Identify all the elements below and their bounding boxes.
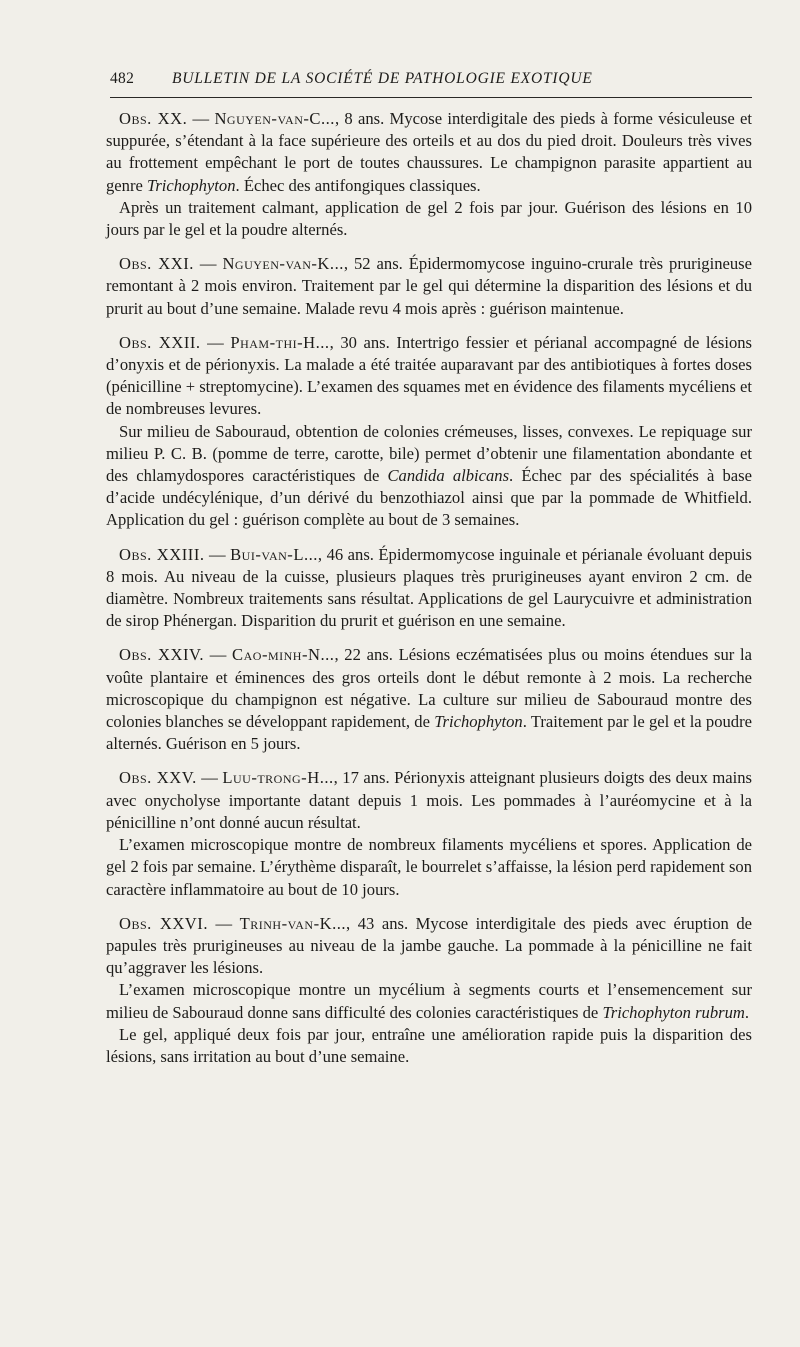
species-name: Candida albicans [387, 466, 510, 486]
patient-name: Trinh-van-K... [239, 913, 347, 933]
patient-name: Pham-thi-H... [230, 332, 330, 352]
obs-25-paragraph: Obs. XXV. — Luu-trong-H..., 17 ans. Périonyxis atteignant plusieurs doigts des deux mains avec onycholyse importante datant depuis 1 mois. Les pommades à l’auréomycine et à la pénicilline n’ont donné aucun résultat. [106, 768, 753, 832]
obs-label: Obs. XXVI. [119, 913, 208, 933]
obs-22-culture [106, 421, 752, 532]
obs-text: , 30 ans. Intertrigo fessier et périanal accompagné de lésions d’onyxis et de périonyxis. La malade a été traitée auparavant par des antibiotiques à fortes doses (pénicilline + streptomycine). L’examen des squames met en évidence des filaments mycéliens et de nombreuses levures. [106, 332, 753, 419]
obs-26-treatment: Le gel, appliqué deux fois par jour, entraîne une amélioration rapide puis la disparition des lésions, sans irritation au bout d’une semaine. [106, 1024, 752, 1066]
obs-text: . Échec des antifongiques classiques. [235, 175, 481, 195]
obs-text: L’examen microscopique montre un mycélium à segments courts et l’ensemencement sur milieu de Sabouraud donne sans difficulté des colonies caractéristiques de [106, 980, 752, 1022]
obs-20-paragraph: Obs. XX. — Nguyen-van-C..., 8 ans. Mycose interdigitale des pieds à forme vésiculeuse et suppurée, s’étendant à la face supérieure des orteils et au dos du pied droit. Douleurs très vives au frottement empêchant le port de toutes chaussures. Le champignon parasite appartient au genre Trichophyton. Échec des antifongiques classiques. [106, 109, 752, 195]
header-rule [110, 97, 752, 98]
page-number: 482 [110, 70, 135, 87]
obs-26-exam [106, 979, 752, 1023]
obs-23-paragraph: Obs. XXIII. — Bui-van-L..., 46 ans. Épidermomycose inguinale et périanale évoluant depuis 8 mois. Au niveau de la cuisse, plusieurs plaques très prurigineuses ayant environ 2 cm. de diamètre. Nombreux traitements sans résultat. Applications de gel Laurycuivre et administration de sirop Phénergan. Disparition du prurit et guérison en une semaine. [106, 544, 753, 631]
obs-label: Obs. XXIV. [119, 645, 205, 665]
patient-name: Luu-trong-H... [222, 768, 334, 788]
obs-text: . [744, 1002, 750, 1022]
obs-text: , 17 ans. Périonyxis atteignant plusieurs doigts des deux mains avec onycholyse importante datant depuis 1 mois. Les pommades à l’auréomycine et à la pénicilline n’ont donné aucun résultat. [106, 768, 753, 832]
article-body [106, 108, 752, 1068]
obs-25-exam: L’examen microscopique montre de nombreux filaments mycéliens et spores. Application de gel 2 fois par semaine. L’érythème disparaît, le bourrelet s’affaisse, la lésion perd rapidement son caractère inflammatoire au bout de 10 jours. [106, 835, 752, 899]
species-name: Trichophyton [147, 175, 236, 195]
journal-title: BULLETIN DE LA SOCIÉTÉ DE PATHOLOGIE EXOTIQUE [172, 70, 593, 87]
obs-text: . Traitement par le gel et la poudre alternés. Guérison en 5 jours. [106, 712, 752, 754]
obs-21-paragraph: Obs. XXI. — Nguyen-van-K..., 52 ans. Épidermomycose inguino-crurale très prurigineuse remontant à 2 mois environ. Traitement par le gel qui détermine la disparition des lésions et du prurit au bout d’une semaine. Malade revu 4 mois après : guérison maintenue. [106, 254, 752, 318]
patient-name: Nguyen-van-C... [214, 109, 335, 128]
obs-text: , 22 ans. Lésions eczématisées plus ou moins étendues sur la voûte plantaire et éminences des gros orteils dont le début remonte à 2 mois. La recherche microscopique du champignon est négative. La culture sur milieu de Sabouraud montre des colonies blanches se développant rapidement, de [106, 645, 752, 732]
patient-name: Nguyen-van-K... [222, 254, 344, 274]
obs-text: , 52 ans. Épidermomycose inguino-crurale très prurigineuse remontant à 2 mois environ. Traitement par le gel qui détermine la disparition des lésions et du prurit au bout d’une semaine. Malade revu 4 mois après : guérison maintenue. [106, 254, 752, 318]
running-header [110, 70, 750, 92]
obs-text: , 43 ans. Mycose interdigitale des pieds avec éruption de papules très prurigineuses au niveau de la jambe gauche. La pommade à la pénicilline ne fait qu’aggraver les lésions. [106, 913, 752, 978]
obs-24-paragraph: Obs. XXIV. — Cao-minh-N..., 22 ans. Lésions eczématisées plus ou moins étendues sur la voûte plantaire et éminences des gros orteils dont le début remonte à 2 mois. La recherche microscopique du champignon est négative. La culture sur milieu de Sabouraud montre des colonies blanches se développant rapidement, de Trichophyton. Traitement par le gel et la poudre alternés. Guérison en 5 jours. [106, 645, 752, 754]
obs-text: , 46 ans. Épidermomycose inguinale et périanale évoluant depuis 8 mois. Au niveau de la cuisse, plusieurs plaques très prurigineuses ayant environ 2 cm. de diamètre. Nombreux traitements sans résultat. Applications de gel Laurycuivre et administration de sirop Phénergan. Disparition du prurit et guérison en une semaine. [106, 544, 753, 631]
obs-20-treatment: Après un traitement calmant, application de gel 2 fois par jour. Guérison des lésions en 10 jours par le gel et la poudre alternés. [106, 197, 752, 240]
obs-text: . Échec par des spécialités à base d’acide undécylénique, d’un dérivé du benzothiazol ainsi que par la pommade de Whitfield. Application du gel : guérison complète au bout de 3 semaines. [106, 466, 752, 530]
patient-name: Bui-van-L... [230, 544, 318, 564]
obs-22-paragraph: Obs. XXII. — Pham-thi-H..., 30 ans. Intertrigo fessier et périanal accompagné de lésions d’onyxis et de périonyxis. La malade a été traitée auparavant par des antibiotiques à fortes doses (pénicilline + streptomycine). L’examen des squames met en évidence des filaments mycéliens et de nombreuses levures. [106, 332, 753, 419]
obs-label: Obs. XXV. [119, 768, 197, 788]
obs-label: Obs. XXII. [119, 332, 201, 352]
obs-label: Obs. XX. [119, 109, 188, 128]
obs-label: Obs. XXIII. [119, 544, 205, 564]
species-name: Trichophyton [434, 712, 523, 732]
patient-name: Cao-minh-N... [232, 645, 335, 665]
obs-text: , 8 ans. Mycose interdigitale des pieds à forme vésiculeuse et suppurée, s’étendant à la face supérieure des orteils et au dos du pied droit. Douleurs très vives au frottement empêchant le port de toutes chaussures. Le champignon parasite appartient au genre [106, 109, 752, 195]
species-name: Trichophyton rubrum [602, 1002, 745, 1022]
obs-text: Sur milieu de Sabouraud, obtention de colonies crémeuses, lisses, convexes. Le repiquage sur milieu P. C. B. (pomme de terre, carotte, bile) permet d’obtenir une filamentation abondante et des chlamydospores caractéristiques de [106, 421, 752, 486]
obs-26-paragraph: Obs. XXVI. — Trinh-van-K..., 43 ans. Mycose interdigitale des pieds avec éruption de papules très prurigineuses au niveau de la jambe gauche. La pommade à la pénicilline ne fait qu’aggraver les lésions. [106, 913, 752, 978]
obs-label: Obs. XXI. [119, 254, 194, 274]
